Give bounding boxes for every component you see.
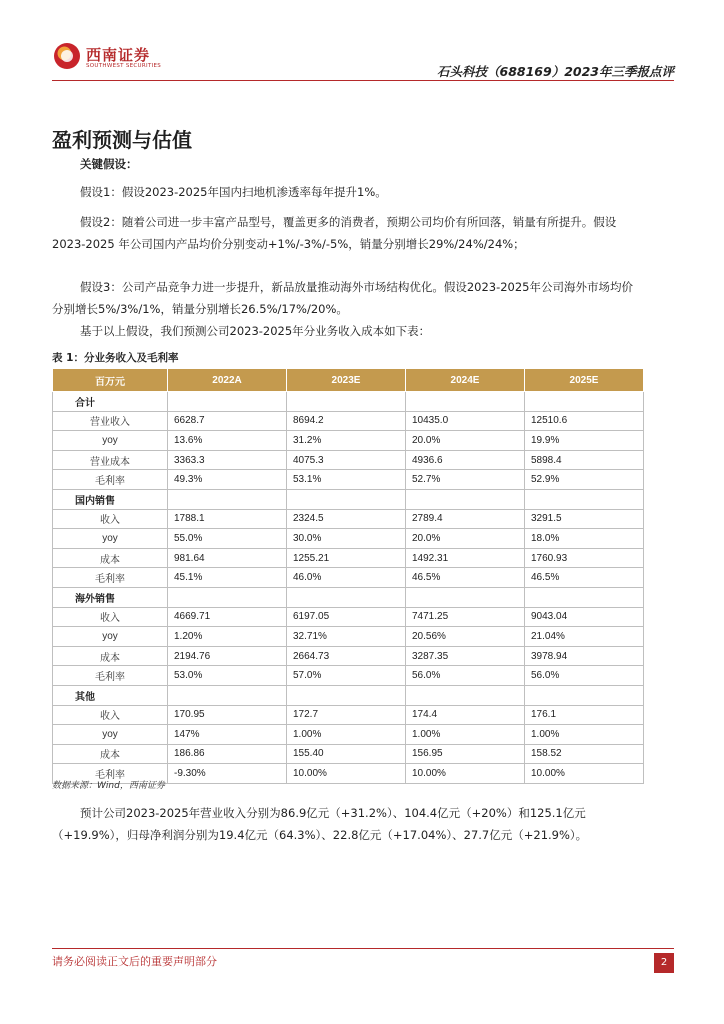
table-cell bbox=[168, 392, 287, 412]
table-cell: 10.00% bbox=[406, 764, 525, 784]
table-cell: 57.0% bbox=[287, 666, 406, 686]
table-cell: 45.1% bbox=[168, 568, 287, 588]
table-row bbox=[53, 705, 644, 725]
key-assumptions-label: 关键假设： bbox=[80, 157, 138, 171]
table-cell bbox=[168, 489, 287, 509]
table-row bbox=[53, 646, 644, 666]
table-cell: 6197.05 bbox=[287, 607, 406, 627]
page-header bbox=[52, 40, 674, 80]
row-label: 毛利率 bbox=[53, 666, 168, 686]
footer-divider bbox=[52, 948, 674, 949]
table-cell: 3363.3 bbox=[168, 450, 287, 470]
table-cell: 3287.35 bbox=[406, 646, 525, 666]
table-cell: 170.95 bbox=[168, 705, 287, 725]
footer-notice: 请务必阅读正文后的重要声明部分 bbox=[52, 955, 217, 968]
table-cell bbox=[406, 685, 525, 705]
row-label: 成本 bbox=[53, 646, 168, 666]
table-cell: 30.0% bbox=[287, 529, 406, 549]
assumption-1: 假设1：假设2023-2025年国内扫地机渗透率每年提升1%。 bbox=[80, 185, 387, 199]
table-cell: 172.7 bbox=[287, 705, 406, 725]
table-cell bbox=[406, 489, 525, 509]
table-row bbox=[53, 450, 644, 470]
company-logo-icon bbox=[54, 43, 80, 69]
table-cell: 46.5% bbox=[406, 568, 525, 588]
row-label: 合计 bbox=[53, 392, 168, 412]
assumption-2: 假设2：随着公司进一步丰富产品型号，覆盖更多的消费者，预期公司均价有所回落，销量有所提升。假设 2023-2025 年公司国内产品均价分别变动+1%/-3%/-5%，销量分别增长29%/24%/24%； bbox=[52, 215, 617, 251]
table-row bbox=[53, 431, 644, 451]
table-caption: 表 1：分业务收入及毛利率 bbox=[52, 352, 179, 364]
table-cell bbox=[287, 489, 406, 509]
table-cell: 31.2% bbox=[287, 431, 406, 451]
table-cell: 1492.31 bbox=[406, 548, 525, 568]
table-cell: 19.9% bbox=[525, 431, 644, 451]
header-divider bbox=[52, 80, 674, 81]
table-cell bbox=[406, 392, 525, 412]
table-cell: 8694.2 bbox=[287, 411, 406, 431]
table-cell: 49.3% bbox=[168, 470, 287, 490]
row-label: yoy bbox=[53, 627, 168, 647]
table-cell: 53.1% bbox=[287, 470, 406, 490]
table-cell: 1.00% bbox=[287, 725, 406, 745]
table-cell: 186.86 bbox=[168, 744, 287, 764]
table-row bbox=[53, 548, 644, 568]
table-header-cell: 2025E bbox=[525, 369, 644, 392]
table-cell: 20.56% bbox=[406, 627, 525, 647]
table-cell: 12510.6 bbox=[525, 411, 644, 431]
table-cell bbox=[287, 685, 406, 705]
table-cell: 3978.94 bbox=[525, 646, 644, 666]
table-cell: 32.71% bbox=[287, 627, 406, 647]
data-source: 数据来源：Wind，西南证券 bbox=[52, 781, 165, 791]
table-intro: 基于以上假设，我们预测公司2023-2025年分业务收入成本如下表： bbox=[80, 324, 431, 338]
logo-text-en: SOUTHWEST SECURITIES bbox=[86, 63, 162, 69]
table-row bbox=[53, 725, 644, 745]
table-header-cell: 2024E bbox=[406, 369, 525, 392]
table-cell bbox=[287, 587, 406, 607]
table-row bbox=[53, 509, 644, 529]
assumption-3: 假设3：公司产品竞争力进一步提升，新品放量推动海外市场结构优化。假设2023-2025年公司海外市场均价分别增长5%/3%/1%，销量分别增长26.5%/17%/20%。 bbox=[52, 280, 633, 316]
table-cell: 176.1 bbox=[525, 705, 644, 725]
table-cell bbox=[168, 685, 287, 705]
table-cell: 53.0% bbox=[168, 666, 287, 686]
table-header-cell: 2023E bbox=[287, 369, 406, 392]
table-cell: 1.00% bbox=[406, 725, 525, 745]
table-cell: 20.0% bbox=[406, 529, 525, 549]
row-label: yoy bbox=[53, 529, 168, 549]
table-cell: 13.6% bbox=[168, 431, 287, 451]
table-cell: 1.20% bbox=[168, 627, 287, 647]
table-cell bbox=[287, 392, 406, 412]
table-cell: 10435.0 bbox=[406, 411, 525, 431]
table-cell bbox=[525, 587, 644, 607]
table-cell: 46.0% bbox=[287, 568, 406, 588]
table-cell: 174.4 bbox=[406, 705, 525, 725]
table-cell: 1.00% bbox=[525, 725, 644, 745]
table-cell: 56.0% bbox=[406, 666, 525, 686]
table-cell: 2324.5 bbox=[287, 509, 406, 529]
table-cell: 21.04% bbox=[525, 627, 644, 647]
row-label: 海外销售 bbox=[53, 587, 168, 607]
table-cell: 1788.1 bbox=[168, 509, 287, 529]
table-row bbox=[53, 470, 644, 490]
table-row bbox=[53, 529, 644, 549]
table-cell: 46.5% bbox=[525, 568, 644, 588]
table-cell bbox=[525, 489, 644, 509]
table-cell: 52.9% bbox=[525, 470, 644, 490]
table-row bbox=[53, 607, 644, 627]
table-cell bbox=[168, 587, 287, 607]
table-group-row bbox=[53, 489, 644, 509]
table-cell bbox=[525, 685, 644, 705]
row-label: 收入 bbox=[53, 509, 168, 529]
report-title: 石头科技（688169）2023年三季报点评 bbox=[437, 64, 674, 79]
table-cell: 9043.04 bbox=[525, 607, 644, 627]
table-cell: 4936.6 bbox=[406, 450, 525, 470]
table-cell: 155.40 bbox=[287, 744, 406, 764]
table-cell: 1255.21 bbox=[287, 548, 406, 568]
table-cell: 6628.7 bbox=[168, 411, 287, 431]
revenue-table bbox=[52, 368, 644, 784]
row-label: 毛利率 bbox=[53, 764, 168, 784]
table-row bbox=[53, 744, 644, 764]
table-row bbox=[53, 411, 644, 431]
table-cell: 2789.4 bbox=[406, 509, 525, 529]
table-cell: 55.0% bbox=[168, 529, 287, 549]
row-label: 毛利率 bbox=[53, 568, 168, 588]
table-cell: 18.0% bbox=[525, 529, 644, 549]
table-cell bbox=[406, 587, 525, 607]
row-label: 成本 bbox=[53, 548, 168, 568]
table-cell: 2194.76 bbox=[168, 646, 287, 666]
table-group-row bbox=[53, 392, 644, 412]
row-label: 国内销售 bbox=[53, 489, 168, 509]
page-number: 2 bbox=[654, 953, 674, 973]
table-cell: 3291.5 bbox=[525, 509, 644, 529]
row-label: 成本 bbox=[53, 744, 168, 764]
table-row bbox=[53, 627, 644, 647]
table-group-row bbox=[53, 685, 644, 705]
table-header-cell: 百万元 bbox=[53, 369, 168, 392]
table-cell: 7471.25 bbox=[406, 607, 525, 627]
table-cell: 1760.93 bbox=[525, 548, 644, 568]
table-cell: 4075.3 bbox=[287, 450, 406, 470]
row-label: 营业成本 bbox=[53, 450, 168, 470]
table-cell bbox=[525, 392, 644, 412]
table-cell: 158.52 bbox=[525, 744, 644, 764]
table-cell: 2664.73 bbox=[287, 646, 406, 666]
table-cell: 56.0% bbox=[525, 666, 644, 686]
table-header-row bbox=[53, 369, 644, 392]
table-cell: 20.0% bbox=[406, 431, 525, 451]
table-cell: 5898.4 bbox=[525, 450, 644, 470]
table-cell: 156.95 bbox=[406, 744, 525, 764]
logo-text-cn: 西南证券 bbox=[86, 46, 151, 64]
table-group-row bbox=[53, 587, 644, 607]
row-label: 其他 bbox=[53, 685, 168, 705]
row-label: 收入 bbox=[53, 607, 168, 627]
table-row bbox=[53, 568, 644, 588]
table-cell: 981.64 bbox=[168, 548, 287, 568]
table-cell: 10.00% bbox=[287, 764, 406, 784]
table-header-cell: 2022A bbox=[168, 369, 287, 392]
section-title: 盈利预测与估值 bbox=[52, 128, 192, 152]
table-cell: 4669.71 bbox=[168, 607, 287, 627]
table-cell: 52.7% bbox=[406, 470, 525, 490]
row-label: 毛利率 bbox=[53, 470, 168, 490]
row-label: 营业收入 bbox=[53, 411, 168, 431]
row-label: yoy bbox=[53, 725, 168, 745]
table-cell: -9.30% bbox=[168, 764, 287, 784]
row-label: 收入 bbox=[53, 705, 168, 725]
table-row bbox=[53, 666, 644, 686]
row-label: yoy bbox=[53, 431, 168, 451]
table-cell: 147% bbox=[168, 725, 287, 745]
table-cell: 10.00% bbox=[525, 764, 644, 784]
conclusion-paragraph: 预计公司2023-2025年营业收入分别为86.9亿元（+31.2%）、104.4亿元（+20%）和125.1亿元（+19.9%），归母净利润分别为19.4亿元（64.3%）、22.8亿元（+17.04%）、27.7亿元（+21.9%）。 bbox=[52, 806, 588, 842]
